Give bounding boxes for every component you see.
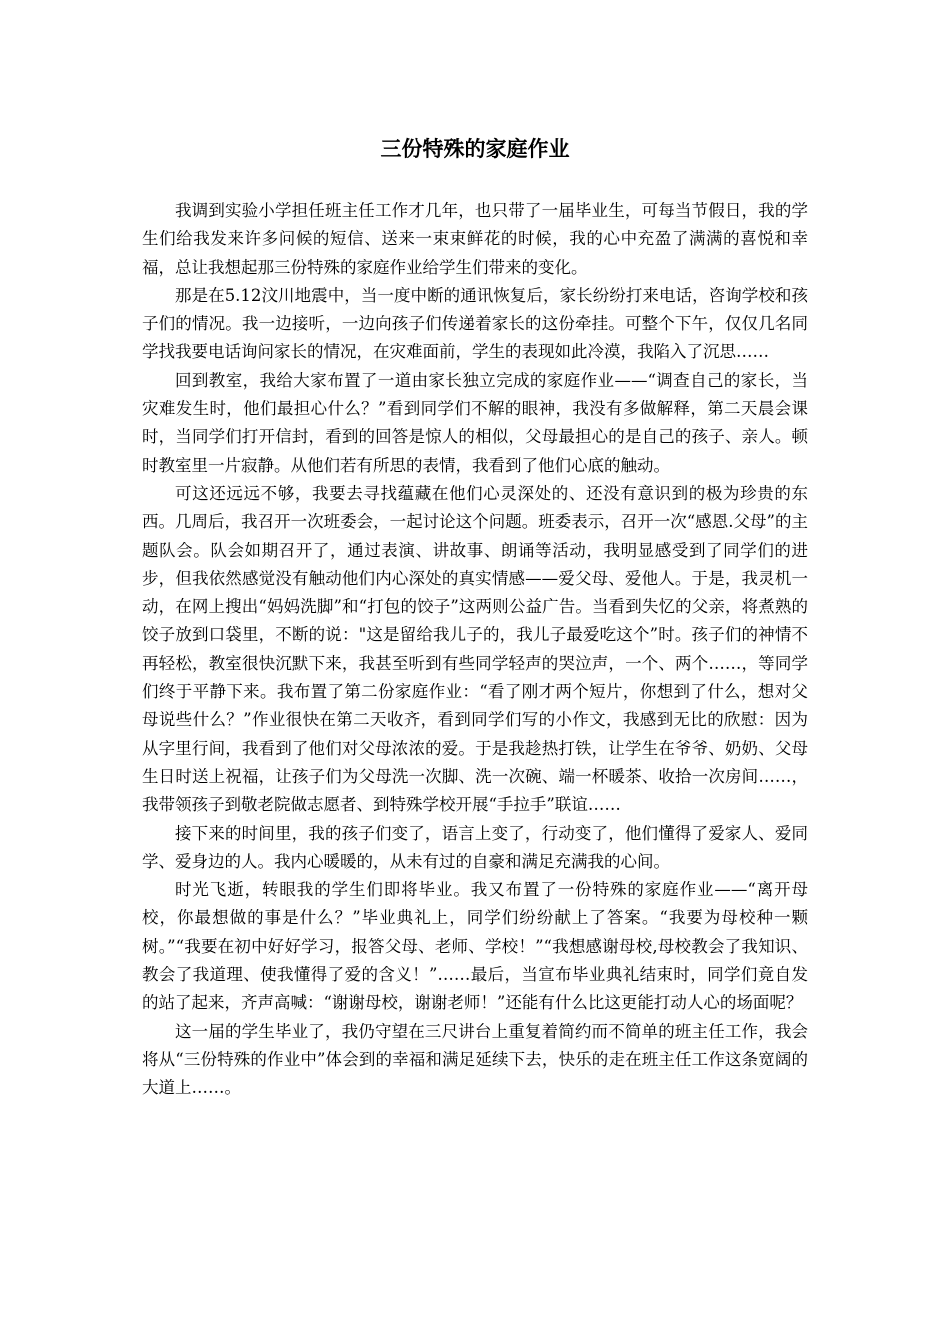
paragraph-4: 可这还远远不够，我要去寻找蕴藏在他们心灵深处的、还没有意识到的极为珍贵的东西。几周后，我召开一次班委会，一起讨论这个问题。班委表示，召开一次“感恩.父母”的主题队会。队会如期召开了，通过表演、讲故事、朗诵等活动，我明显感受到了同学们的进步，但我依然感觉没有触动他们内心深处的真实情感——爱父母、爱他人。于是，我灵机一动，在网上搜出“妈妈洗脚”和“打包的饺子”这两则公益广告。当看到失忆的父亲，将煮熟的饺子放到口袋里，不断的说："这是留给我儿子的，我儿子最爱吃这个”时。孩子们的神情不再轻松，教室很快沉默下来，我甚至听到有些同学轻声的哭泣声，一个、两个……，等同学们终于平静下来。我布置了第二份家庭作业：“看了刚才两个短片，你想到了什么，想对父母说些什么？”作业很快在第二天收齐，看到同学们写的小作文，我感到无比的欣慰：因为从字里行间，我看到了他们对父母浓浓的爱。于是我趁热打铁，让学生在爷爷、奶奶、父母生日时送上祝福，让孩子们为父母洗一次脚、洗一次碗、端一杯暖茶、收拾一次房间……，我带领孩子到敬老院做志愿者、到特殊学校开展“手拉手”联谊…… (142, 483, 808, 815)
paragraph-5: 接下来的时间里，我的孩子们变了，语言上变了，行动变了，他们懂得了爱家人、爱同学、爱身边的人。我内心暖暖的，从未有过的自豪和满足充满我的心间。 (142, 823, 808, 871)
paragraph-6: 时光飞逝，转眼我的学生们即将毕业。我又布置了一份特殊的家庭作业——“离开母校，你最想做的事是什么？”毕业典礼上，同学们纷纷献上了答案。“我要为母校种一颗树。”“我要在初中好好学习，报答父母、老师、学校！”“我想感谢母校,母校教会了我知识、教会了我道理、使我懂得了爱的含义！”……最后，当宣布毕业典礼结束时，同学们竟自发的站了起来，齐声高喊：“谢谢母校，谢谢老师！”还能有什么比这更能打动人心的场面呢？ (142, 880, 808, 1013)
document-body (142, 197, 808, 1103)
paragraph-2: 那是在5.12汶川地震中，当一度中断的通讯恢复后，家长纷纷打来电话，咨询学校和孩子们的情况。我一边接听，一边向孩子们传递着家长的这份牵挂。可整个下午，仅仅几名同学找我要电话询问家长的情况，在灾难面前，学生的表现如此冷漠，我陷入了沉思…… (142, 285, 808, 362)
document-title: 三份特殊的家庭作业 (380, 137, 570, 161)
paragraph-7: 这一届的学生毕业了，我仍守望在三尺讲台上重复着简约而不简单的班主任工作，我会将从“三份特殊的作业中”体会到的幸福和满足延续下去，快乐的走在班主任工作这条宽阔的大道上……。 (142, 1021, 808, 1098)
paragraph-1: 我调到实验小学担任班主任工作才几年，也只带了一届毕业生，可每当节假日，我的学生们给我发来许多问候的短信、送来一束束鲜花的时候，我的心中充盈了满满的喜悦和幸福，总让我想起那三份特殊的家庭作业给学生们带来的变化。 (142, 201, 808, 277)
paragraph-3: 回到教室，我给大家布置了一道由家长独立完成的家庭作业——“调查自己的家长，当灾难发生时，他们最担心什么？”看到同学们不解的眼神，我没有多做解释，第二天晨会课时，当同学们打开信封，看到的回答是惊人的相似，父母最担心的是自己的孩子、亲人。顿时教室里一片寂静。从他们若有所思的表情，我看到了他们心底的触动。 (142, 370, 808, 475)
